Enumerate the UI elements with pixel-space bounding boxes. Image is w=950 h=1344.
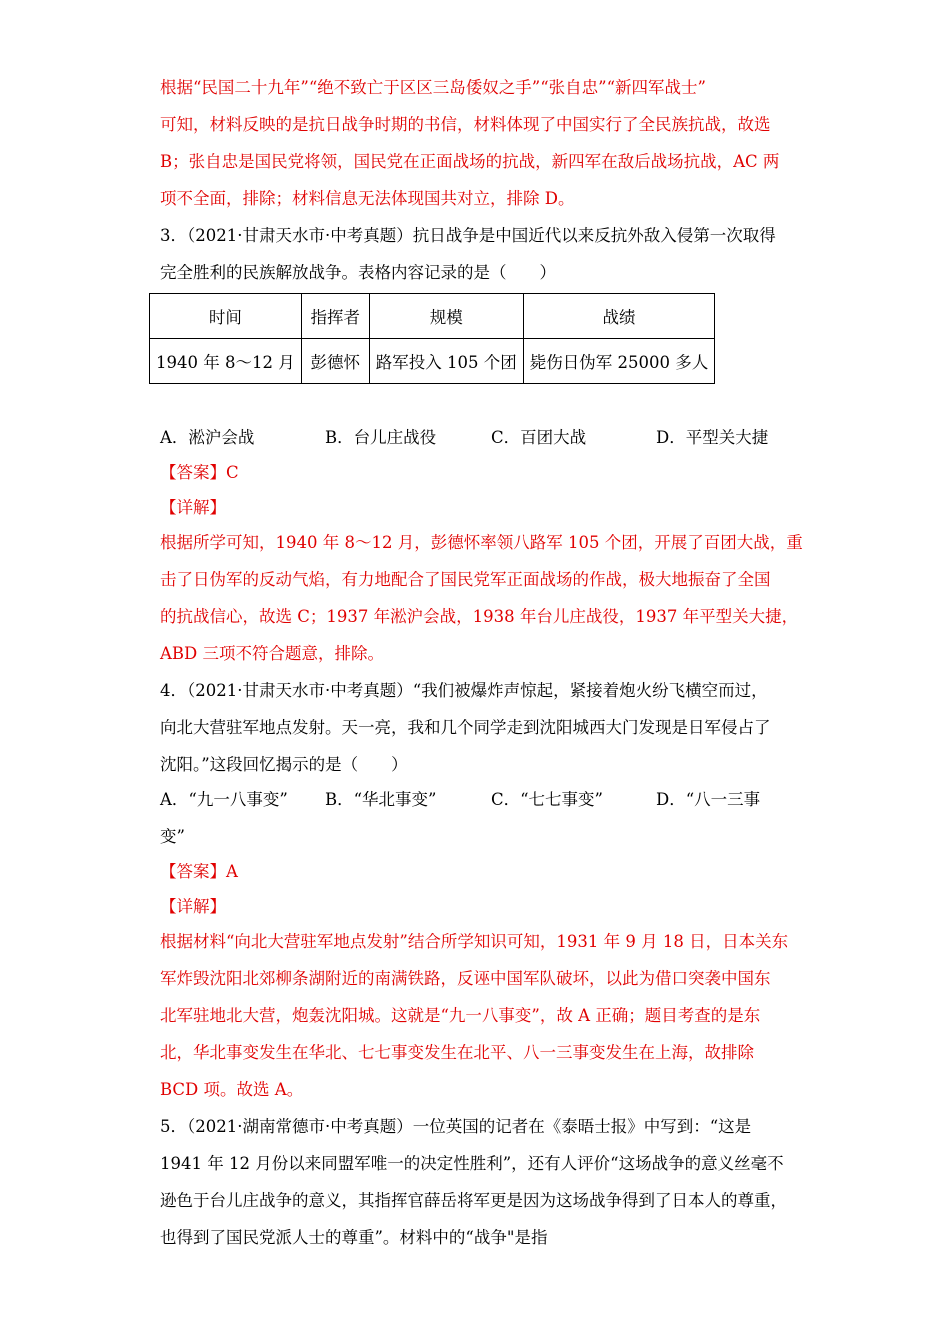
table-cell: 毙伤日伪军 25000 多人 (523, 339, 714, 384)
q3-stem-line: 完全胜利的民族解放战争。表格内容记录的是（ ） (160, 263, 556, 282)
q4-stem-line: 沈阳。”这段回忆揭示的是（ ） (160, 755, 408, 774)
table-header-cell: 时间 (150, 294, 302, 339)
q4-option-d: D．“八一三事 (656, 790, 761, 809)
q5-stem-line: 1941 年 12 月份以来同盟军唯一的决定性胜利”，还有人评价“这场战争的意义丝毫不 (160, 1154, 784, 1173)
q3-stem-line: 3．（2021·甘肃天水市·中考真题）抗日战争是中国近代以来反抗外敌入侵第一次取得 (160, 226, 776, 245)
table-header-cell: 战绩 (523, 294, 714, 339)
q3-explain-line: 根据所学可知，1940 年 8～12 月，彭德怀率领八路军 105 个团，开展了百团大战，重 (160, 533, 803, 552)
q2-explain-line: 项不全面，排除；材料信息无法体现国共对立，排除 D。 (160, 189, 575, 208)
q3-option-d: D．平型关大捷 (656, 428, 769, 447)
table-header-cell: 规模 (369, 294, 523, 339)
q2-explain-line: 可知，材料反映的是抗日战争时期的书信，材料体现了中国实行了全民族抗战，故选 (160, 115, 771, 134)
q3-explain-line: ABD 三项不符合题意，排除。 (160, 644, 385, 663)
q5-stem-line: 逊色于台儿庄战争的意义，其指挥官薛岳将军更是因为这场战争得到了日本人的尊重， (160, 1191, 787, 1210)
q3-detail-label: 【详解】 (160, 498, 226, 517)
q3-option-c: C．百团大战 (491, 428, 587, 447)
q4-explain-line: 根据材料“向北大营驻军地点发射”结合所学知识可知，1931 年 9 月 18 日，日本关东 (160, 932, 789, 951)
table-row (150, 339, 715, 384)
table-cell: 路军投入 105 个团 (369, 339, 523, 384)
q3-explain-line: 的抗战信心，故选 C；1937 年淞沪会战，1938 年台儿庄战役，1937 年平型关大捷， (160, 607, 799, 626)
q4-explain-line: 北，华北事变发生在华北、七七事变发生在北平、八一三事变发生在上海，故排除 (160, 1043, 754, 1062)
q4-explain-line: 北军驻地北大营，炮轰沈阳城。这就是“九一八事变”，故 A 正确；题目考查的是东 (160, 1006, 761, 1025)
q4-stem-line: 向北大营驻军地点发射。天一亮，我和几个同学走到沈阳城西大门发现是日军侵占了 (160, 718, 771, 737)
q3-option-a: A．淞沪会战 (160, 428, 255, 447)
table-header-row (150, 294, 715, 339)
q4-explain-line: BCD 项。故选 A。 (160, 1080, 304, 1099)
q2-explain-line: 根据“民国二十九年”“绝不致亡于区区三岛倭奴之手”“张自忠”“新四军战士” (160, 78, 706, 97)
q4-stem-line: 4．（2021·甘肃天水市·中考真题）“我们被爆炸声惊起，紧接着炮火纷飞横空而过， (160, 681, 768, 700)
q3-answer: 【答案】C (160, 463, 239, 482)
q2-explain-line: B；张自忠是国民党将领，国民党在正面战场的抗战，新四军在敌后战场抗战，AC 两 (160, 152, 780, 171)
q4-detail-label: 【详解】 (160, 897, 226, 916)
q3-option-b: B．台儿庄战役 (325, 428, 437, 447)
q3-table (149, 293, 715, 384)
q5-stem-line: 也得到了国民党派人士的尊重”。材料中的“战争"是指 (160, 1228, 548, 1247)
q4-answer: 【答案】A (160, 862, 238, 881)
table-cell: 1940 年 8～12 月 (150, 339, 302, 384)
q4-option-c: C．“七七事变” (491, 790, 603, 809)
q4-option-a: A．“九一八事变” (160, 790, 288, 809)
q3-explain-line: 击了日伪军的反动气焰，有力地配合了国民党军正面战场的作战，极大地振奋了全国 (160, 570, 771, 589)
q4-option-b: B．“华北事变” (325, 790, 437, 809)
table-header-cell: 指挥者 (301, 294, 369, 339)
q4-explain-line: 军炸毁沈阳北郊柳条湖附近的南满铁路，反诬中国军队破坏，以此为借口突袭中国东 (160, 969, 771, 988)
table-cell: 彭德怀 (301, 339, 369, 384)
q5-stem-line: 5．（2021·湖南常德市·中考真题）一位英国的记者在《泰晤士报》中写到：“这是 (160, 1117, 752, 1136)
q4-option-d-wrap: 变” (160, 827, 185, 846)
